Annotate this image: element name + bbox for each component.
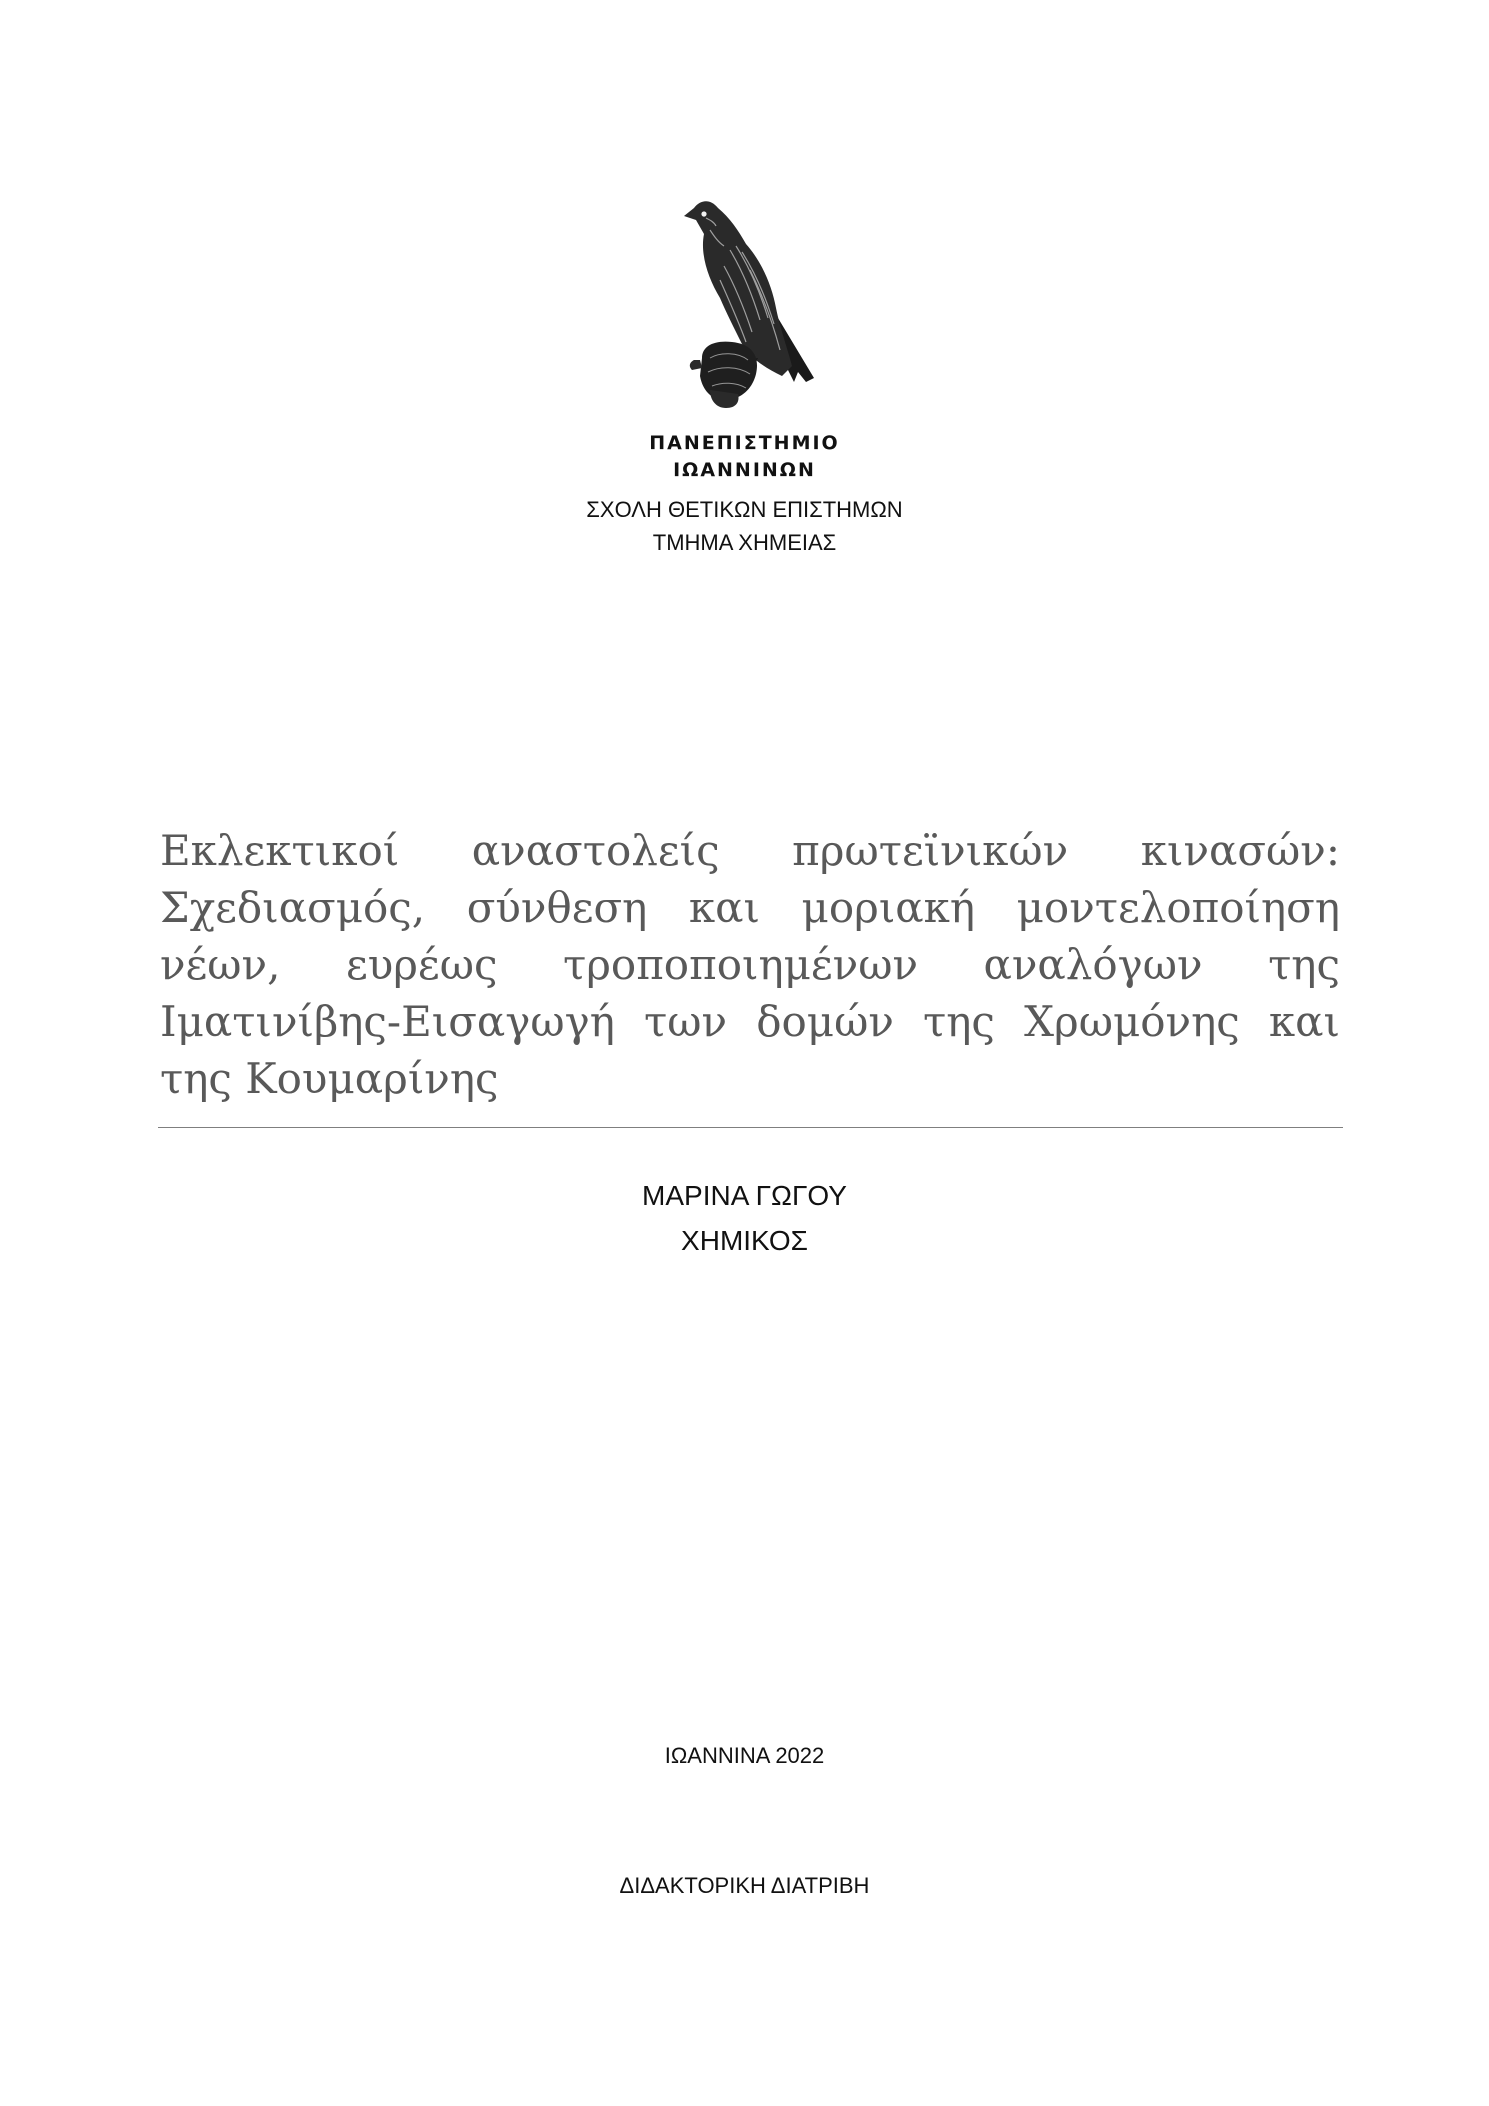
place-and-year: ΙΩΑΝΝΙΝΑ 2022 [664, 1743, 825, 1768]
author-name: ΜΑΡΙΝΑ ΓΩΓΟΥ [642, 1180, 847, 1211]
thesis-title: Εκλεκτικοί αναστολείς πρωτεϊνικών κινασών: Σχεδιασμός, σύνθεση και μοριακή μοντελοποίηση νέων, ευρέως τροποποιημένων αναλόγων της Ιματινίβης-Εισαγωγή των δομών της Χρωμόνης και της Κουμαρίνης [160, 826, 1340, 1103]
university-name-line2: ΙΩΑΝΝΙΝΩΝ [673, 459, 816, 481]
author-profession: ΧΗΜΙΚΟΣ [681, 1225, 808, 1256]
owl-emblem-icon [680, 190, 820, 415]
document-type: ΔΙΔΑΚΤΟΡΙΚΗ ΔΙΑΤΡΙΒΗ [619, 1873, 870, 1898]
title-divider [158, 1127, 1343, 1128]
department-name: ΤΜΗΜΑ ΧΗΜΕΙΑΣ [652, 530, 837, 555]
school-name: ΣΧΟΛΗ ΘΕΤΙΚΩΝ ΕΠΙΣΤΗΜΩΝ [586, 497, 903, 522]
university-name-line1: ΠΑΝΕΠΙΣΤΗΜΙΟ [649, 432, 840, 454]
